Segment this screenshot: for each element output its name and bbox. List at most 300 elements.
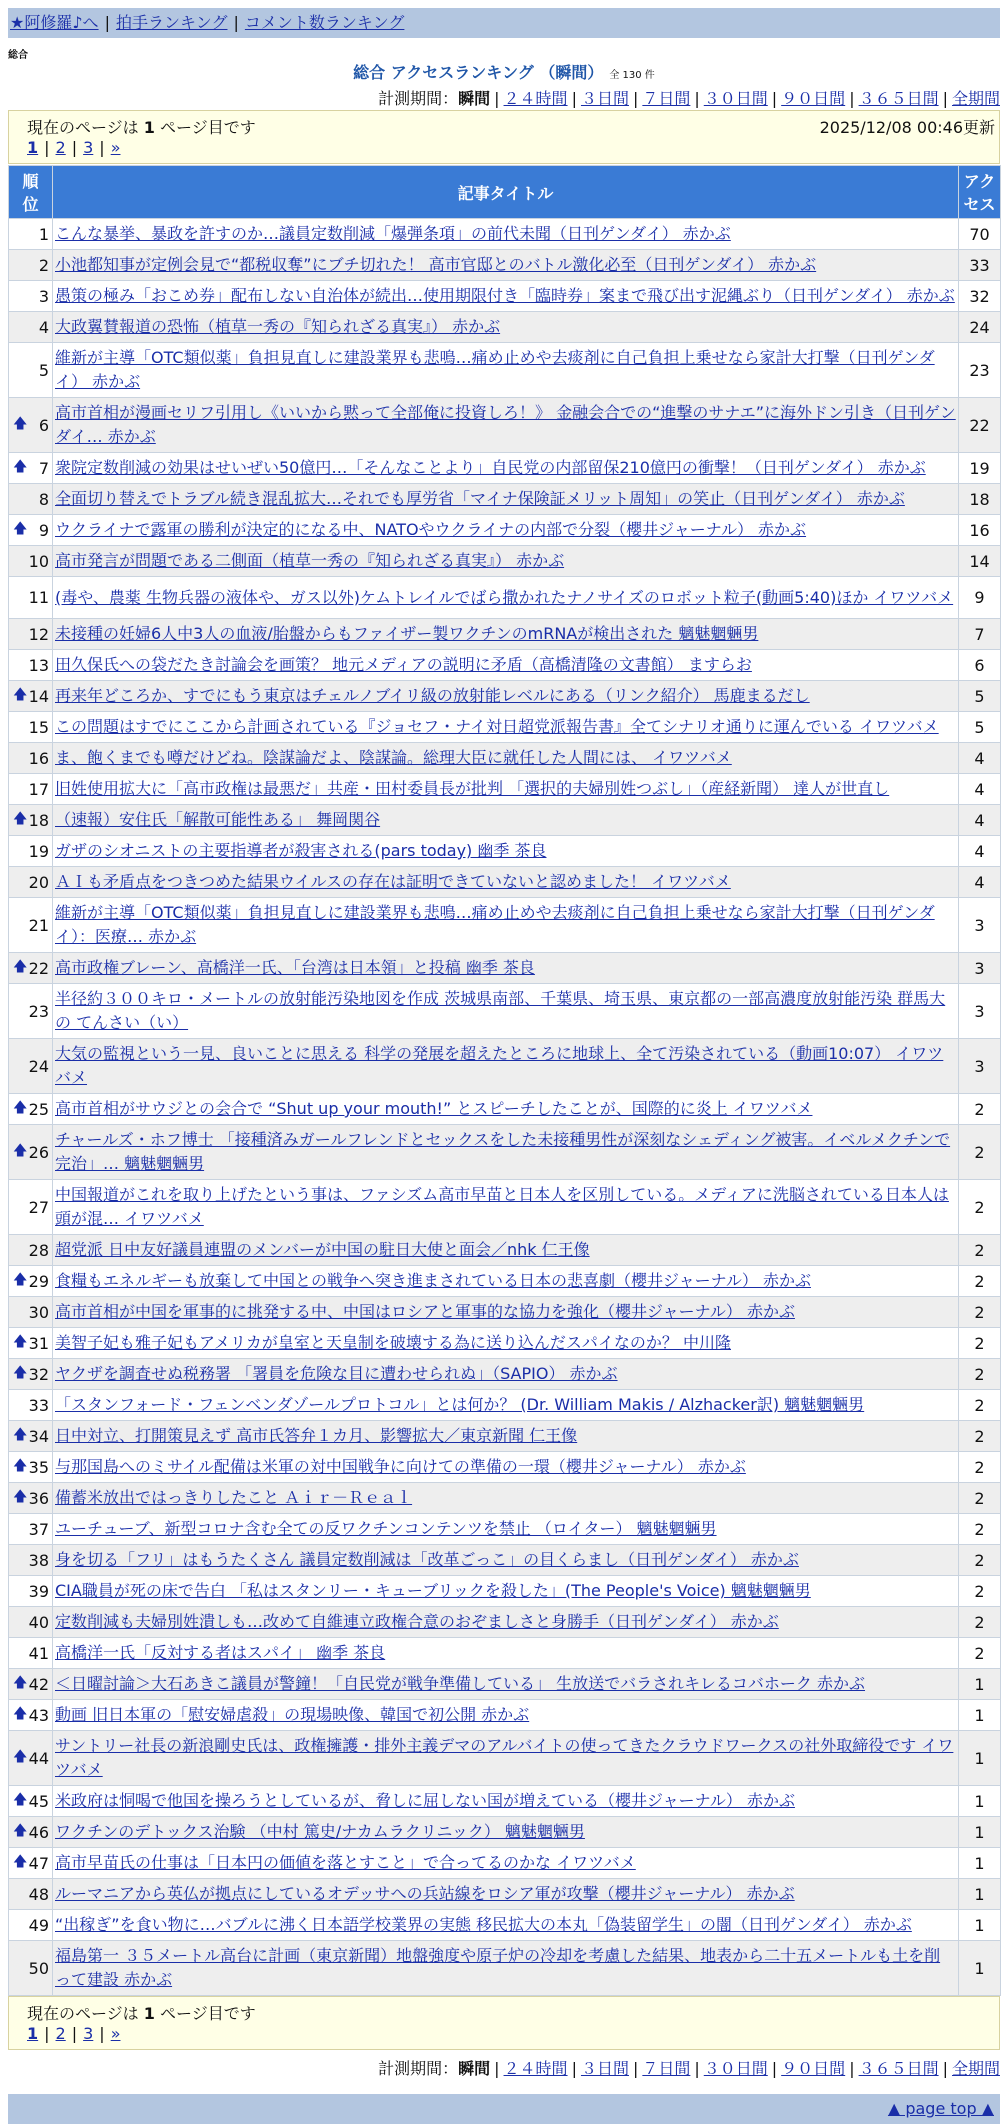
pager-link-0[interactable]: 1 bbox=[27, 2024, 39, 2043]
access-count: 1 bbox=[959, 1669, 1001, 1700]
title-cell bbox=[53, 1576, 959, 1607]
period-link-4[interactable]: ９０日間 bbox=[781, 89, 846, 108]
rank-cell bbox=[9, 1180, 53, 1235]
rank-number: 30 bbox=[28, 1302, 49, 1322]
article-link[interactable]: ま、飽くまでも噂だけどね。陰謀論だよ、陰謀論。総理大臣に就任した人間には、 イワツバメ bbox=[55, 748, 732, 767]
rank-number: 8 bbox=[38, 489, 49, 509]
table-row bbox=[9, 1094, 1001, 1125]
title-cell bbox=[53, 1941, 959, 1996]
access-count: 3 bbox=[959, 984, 1001, 1039]
article-link[interactable]: 超党派 日中友好議員連盟のメンバーが中国の駐日大使と面会／nhk 仁王像 bbox=[55, 1240, 590, 1259]
rank-cell bbox=[9, 1941, 53, 1996]
article-link[interactable]: 高市首相が漫画セリフ引用し《いいから黙って全部俺に投資しろ！》 金融会合での“進撃のサナエ”に海外ドン引き（日刊ゲンダイ… 赤かぶ bbox=[55, 403, 956, 446]
access-count: 1 bbox=[959, 1731, 1001, 1786]
ranking-table bbox=[8, 165, 1001, 1996]
rank-cell bbox=[9, 681, 53, 712]
article-link[interactable]: 動画 旧日本軍の「慰安婦虐殺」の現場映像、韓国で初公開 赤かぶ bbox=[55, 1705, 530, 1724]
title-cell bbox=[53, 712, 959, 743]
page-info-bottom bbox=[8, 1996, 1000, 2050]
title-cell bbox=[53, 1700, 959, 1731]
access-count: 5 bbox=[959, 712, 1001, 743]
access-count: 2 bbox=[959, 1359, 1001, 1390]
rank-cell bbox=[9, 1297, 53, 1328]
rank-cell bbox=[9, 1039, 53, 1094]
table-row bbox=[9, 398, 1001, 453]
rank-number: 2 bbox=[38, 255, 49, 275]
rank-number: 38 bbox=[28, 1550, 49, 1570]
rank-cell bbox=[9, 1786, 53, 1817]
article-link[interactable]: 中国報道がこれを取り上げたという事は、ファシズム高市早苗と日本人を区別している。メディアに洗脳されている日本人は頭が混… イワツバメ bbox=[55, 1185, 949, 1228]
rank-number: 48 bbox=[28, 1884, 49, 1904]
table-row bbox=[9, 1421, 1001, 1452]
rank-number: 49 bbox=[28, 1915, 49, 1935]
article-link[interactable]: 維新が主導「OTC類似薬」負担見直しに建設業界も悲鳴…痛め止めや去痰剤に自己負担上乗せなら家計大打撃（日刊ゲンダイ） 赤かぶ bbox=[55, 348, 935, 391]
article-link[interactable]: 高橋洋一氏「反対する者はスパイ」 幽季 茶良 bbox=[55, 1643, 386, 1662]
pager-separator: | bbox=[44, 2024, 50, 2043]
table-row bbox=[9, 453, 1001, 484]
pager-separator: | bbox=[71, 2024, 78, 2043]
period-separator: | bbox=[849, 2059, 855, 2078]
period-separator: | bbox=[771, 89, 778, 108]
rank-cell bbox=[9, 1328, 53, 1359]
table-row bbox=[9, 1879, 1001, 1910]
rank-cell bbox=[9, 1421, 53, 1452]
rank-cell bbox=[9, 1452, 53, 1483]
access-count: 2 bbox=[959, 1514, 1001, 1545]
table-row bbox=[9, 577, 1001, 619]
access-count: 4 bbox=[959, 743, 1001, 774]
rank-cell bbox=[9, 1266, 53, 1297]
article-link[interactable]: 日中対立、打開策見えず 高市氏答弁１カ月、影響拡大／東京新聞 仁王像 bbox=[55, 1426, 578, 1445]
table-row bbox=[9, 1786, 1001, 1817]
title-cell bbox=[53, 953, 959, 984]
article-link[interactable]: 福島第一 ３５メートル高台に計画（東京新聞）地盤強度や原子炉の冷却を考慮した結果、地表から二十五メートルも土を削って建設 赤かぶ bbox=[55, 1946, 941, 1989]
comment-ranking-link[interactable]: コメント数ランキング bbox=[244, 13, 405, 32]
access-count: 2 bbox=[959, 1607, 1001, 1638]
period-link-2[interactable]: ７日間 bbox=[642, 2059, 691, 2078]
rank-number: 22 bbox=[28, 958, 49, 978]
pager-link-2[interactable]: 3 bbox=[83, 2024, 94, 2043]
article-link[interactable]: （速報）安住氏「解散可能性ある」 舞岡関谷 bbox=[55, 810, 381, 829]
rank-number: 5 bbox=[38, 360, 49, 380]
article-link[interactable]: 大気の監視という一見、良いことに思える 科学の発展を超えたところに地球上、全て汚染されている（動画10:07） イワツバメ bbox=[55, 1044, 944, 1087]
article-link[interactable]: こんな暴挙、暴政を許すのか…議員定数削減「爆弾条項」の前代未聞（日刊ゲンダイ） 赤かぶ bbox=[55, 224, 731, 243]
article-link[interactable]: 大政翼賛報道の恐怖（植草一秀の『知られざる真実』） 赤かぶ bbox=[55, 317, 501, 336]
article-link[interactable]: 高市首相が中国を軍事的に挑発する中、中国はロシアと軍事的な協力を強化（櫻井ジャーナル） 赤かぶ bbox=[55, 1302, 795, 1321]
period-separator: | bbox=[571, 2059, 577, 2078]
period-link-3[interactable]: ３０日間 bbox=[703, 89, 768, 108]
access-count: 2 bbox=[959, 1576, 1001, 1607]
title-cell bbox=[53, 867, 959, 898]
article-link[interactable]: 愚策の極み「おこめ券」配布しない自治体が続出…使用期限付き「臨時券」案まで飛び出す泥縄ぶり（日刊ゲンダイ） 赤かぶ bbox=[55, 286, 955, 305]
rank-cell bbox=[9, 1669, 53, 1700]
table-row bbox=[9, 867, 1001, 898]
period-link-0[interactable]: ２４時間 bbox=[503, 2059, 568, 2078]
table-row bbox=[9, 712, 1001, 743]
pager-link-1[interactable]: 2 bbox=[55, 2024, 66, 2043]
access-count: 24 bbox=[959, 312, 1001, 343]
updated-time: 2025/12/08 00:46更新 bbox=[819, 118, 995, 137]
period-link-4[interactable]: ９０日間 bbox=[781, 2059, 846, 2078]
article-link[interactable]: 再来年どころか、すでにもう東京はチェルノブイリ級の放射能レベルにある（リンク紹介） 馬鹿まるだし bbox=[55, 686, 810, 705]
article-link[interactable]: 与那国島へのミサイル配備は米軍の対中国戦争に向けての準備の一環（櫻井ジャーナル） 赤かぶ bbox=[55, 1457, 746, 1476]
rank-number: 20 bbox=[28, 872, 49, 892]
rank-number: 17 bbox=[28, 779, 49, 799]
period-link-3[interactable]: ３０日間 bbox=[703, 2059, 768, 2078]
title-cell bbox=[53, 515, 959, 546]
pager-link-1[interactable]: 2 bbox=[55, 138, 66, 157]
article-link[interactable]: ユーチューブ、新型コロナ含む全ての反ワクチンコンテンツを禁止 （ロイター） 魑魅魍魎男 bbox=[55, 1519, 717, 1538]
pager-link-2[interactable]: 3 bbox=[83, 138, 94, 157]
rank-number: 50 bbox=[28, 1958, 49, 1978]
access-count: 4 bbox=[959, 836, 1001, 867]
rank-number: 1 bbox=[38, 224, 49, 244]
article-link[interactable]: 身を切る「フリ」はもうたくさん 議員定数削減は「改革ごっこ」の目くらまし（日刊ゲンダイ） 赤かぶ bbox=[55, 1550, 799, 1569]
up-arrow-icon: 🡅 bbox=[13, 1823, 28, 1839]
up-arrow-icon: 🡅 bbox=[13, 1272, 28, 1288]
period-separator: | bbox=[494, 89, 500, 108]
access-count: 33 bbox=[959, 250, 1001, 281]
pager-top bbox=[27, 138, 120, 157]
rank-number: 33 bbox=[28, 1395, 49, 1415]
header-rank: 順 位 bbox=[9, 166, 53, 219]
rank-cell bbox=[9, 743, 53, 774]
up-arrow-icon: 🡅 bbox=[13, 1143, 28, 1159]
rank-cell bbox=[9, 577, 53, 619]
rank-cell bbox=[9, 1483, 53, 1514]
table-row bbox=[9, 898, 1001, 953]
article-link[interactable]: ガザのシオニストの主要指導者が殺害される(pars today) 幽季 茶良 bbox=[55, 841, 547, 860]
up-arrow-icon: 🡅 bbox=[13, 687, 28, 703]
table-row bbox=[9, 1359, 1001, 1390]
rank-number: 3 bbox=[38, 286, 49, 306]
up-arrow-icon: 🡅 bbox=[13, 1854, 28, 1870]
pager-separator: | bbox=[44, 138, 50, 157]
period-separator: | bbox=[694, 89, 700, 108]
table-row bbox=[9, 1390, 1001, 1421]
title-cell bbox=[53, 281, 959, 312]
rank-number: 40 bbox=[28, 1612, 49, 1632]
title-cell bbox=[53, 1638, 959, 1669]
table-row bbox=[9, 984, 1001, 1039]
access-count: 2 bbox=[959, 1390, 1001, 1421]
title-cell bbox=[53, 1879, 959, 1910]
pager-separator: | bbox=[99, 2024, 105, 2043]
title-cell bbox=[53, 1545, 959, 1576]
title-cell bbox=[53, 1848, 959, 1879]
title-cell bbox=[53, 250, 959, 281]
rank-number: 16 bbox=[28, 748, 49, 768]
article-link[interactable]: チャールズ・ホフ博士 「接種済みガールフレンドとセックスをした未接種男性が深刻なシェディング被害。イベルメクチンで完治」… 魑魅魍魎男 bbox=[55, 1130, 951, 1173]
period-link-2[interactable]: ７日間 bbox=[642, 89, 691, 108]
article-link[interactable]: (毒や、農薬 生物兵器の液体や、ガス以外)ケムトレイルでばら撒かれたナノサイズのロボット粒子(動画5:40)ほか イワツバメ bbox=[55, 587, 954, 607]
rank-number: 6 bbox=[38, 415, 49, 435]
rank-cell bbox=[9, 312, 53, 343]
access-count: 6 bbox=[959, 650, 1001, 681]
article-link[interactable]: 定数削減も夫婦別姓潰しも…改めて自維連立政権合意のおぞましさと身勝手（日刊ゲンダイ） 赤かぶ bbox=[55, 1612, 779, 1631]
access-count: 22 bbox=[959, 398, 1001, 453]
period-link-6[interactable]: 全期間 bbox=[951, 2059, 1000, 2078]
period-separator: | bbox=[694, 2059, 700, 2078]
title-cell bbox=[53, 1421, 959, 1452]
access-count: 9 bbox=[959, 577, 1001, 619]
top-nav-bar bbox=[8, 8, 1000, 38]
pager-link-0[interactable]: 1 bbox=[27, 138, 39, 157]
title-cell bbox=[53, 1607, 959, 1638]
title-cell bbox=[53, 805, 959, 836]
article-link[interactable]: 備蓄米放出ではっきりしたこと Ａｉｒ－Ｒｅａｌ bbox=[55, 1488, 413, 1507]
title-cell bbox=[53, 398, 959, 453]
up-arrow-icon: 🡅 bbox=[13, 1489, 28, 1505]
article-link[interactable]: 美智子妃も雅子妃もアメリカが皇室と天皇制を破壊する為に送り込んだスパイなのか？ 中川隆 bbox=[55, 1333, 731, 1352]
article-link[interactable]: サントリー社長の新浪剛史氏は、政権擁護・排外主義デマのアルバイトの使ってきたクラウドワークスの社外取締役です イワツバメ bbox=[55, 1736, 954, 1779]
period-current: 瞬間 bbox=[458, 2059, 491, 2078]
page-info-top bbox=[8, 110, 1000, 164]
rank-cell bbox=[9, 250, 53, 281]
article-link[interactable]: 高市政権ブレーン、高橋洋一氏、「台湾は日本領」と投稿 幽季 茶良 bbox=[55, 958, 535, 977]
ranking-body bbox=[9, 219, 1001, 1996]
page-title bbox=[8, 60, 1000, 83]
article-link[interactable]: ワクチンのデトックス治験 （中村 篤史/ナカムラクリニック） 魑魅魍魎男 bbox=[55, 1822, 585, 1841]
rank-number: 28 bbox=[28, 1240, 49, 1260]
table-row bbox=[9, 1180, 1001, 1235]
pager-link-3[interactable]: » bbox=[110, 138, 121, 157]
table-row bbox=[9, 1452, 1001, 1483]
access-count: 2 bbox=[959, 1328, 1001, 1359]
rank-number: 31 bbox=[28, 1333, 49, 1353]
rank-number: 9 bbox=[38, 520, 49, 540]
access-count: 1 bbox=[959, 1910, 1001, 1941]
title-cell bbox=[53, 453, 959, 484]
access-count: 19 bbox=[959, 453, 1001, 484]
article-link[interactable]: ＜日曜討論＞大石あきこ議員が警鐘！「自民党が戦争準備している」 生放送でバラされキレるコバホーク 赤かぶ bbox=[55, 1674, 866, 1693]
title-cell bbox=[53, 1094, 959, 1125]
access-count: 3 bbox=[959, 953, 1001, 984]
period-selector-bottom bbox=[378, 2056, 1000, 2079]
rank-cell bbox=[9, 1359, 53, 1390]
title-cell bbox=[53, 1180, 959, 1235]
rank-cell bbox=[9, 953, 53, 984]
article-link[interactable]: この問題はすでにここから計画されている『ジョセフ・ナイ対日超党派報告書』全てシナリオ通りに運んでいる イワツバメ bbox=[55, 717, 939, 736]
up-arrow-icon: 🡅 bbox=[13, 1749, 28, 1765]
rank-cell bbox=[9, 1910, 53, 1941]
header-title: 記事タイトル bbox=[53, 166, 959, 219]
table-row bbox=[9, 1297, 1001, 1328]
table-row bbox=[9, 1039, 1001, 1094]
title-cell bbox=[53, 1297, 959, 1328]
title-cell bbox=[53, 984, 959, 1039]
table-row bbox=[9, 1607, 1001, 1638]
current-page-text: 現在のページは 1 ページ目です bbox=[27, 2004, 256, 2023]
article-link[interactable]: ウクライナで露軍の勝利が決定的になる中、NATOやウクライナの内部で分裂（櫻井ジャーナル） 赤かぶ bbox=[55, 520, 807, 539]
table-row bbox=[9, 681, 1001, 712]
article-link[interactable]: ＡＩも矛盾点をつきつめた結果ウイルスの存在は証明できていないと認めました！ イワツバメ bbox=[55, 872, 731, 891]
table-row bbox=[9, 1731, 1001, 1786]
period-link-5[interactable]: ３６５日間 bbox=[858, 89, 939, 108]
access-count: 4 bbox=[959, 805, 1001, 836]
period-current: 瞬間 bbox=[458, 89, 491, 108]
rank-cell bbox=[9, 619, 53, 650]
rank-number: 14 bbox=[28, 686, 49, 706]
table-row bbox=[9, 953, 1001, 984]
table-row bbox=[9, 1817, 1001, 1848]
access-count: 18 bbox=[959, 484, 1001, 515]
up-arrow-icon: 🡅 bbox=[13, 521, 28, 537]
title-cell bbox=[53, 836, 959, 867]
rank-cell bbox=[9, 1235, 53, 1266]
title-cell bbox=[53, 1235, 959, 1266]
rank-cell bbox=[9, 546, 53, 577]
title-cell bbox=[53, 743, 959, 774]
title-cell bbox=[53, 1390, 959, 1421]
pager-separator: | bbox=[71, 138, 78, 157]
table-row bbox=[9, 250, 1001, 281]
period-link-1[interactable]: ３日間 bbox=[580, 2059, 629, 2078]
table-row bbox=[9, 836, 1001, 867]
article-link[interactable]: 小池都知事が定例会見で“都税収奪”にブチ切れた！ 高市官邸とのバトル激化必至（日刊ゲンダイ） 赤かぶ bbox=[55, 255, 817, 274]
access-count: 1 bbox=[959, 1879, 1001, 1910]
title-cell bbox=[53, 650, 959, 681]
rank-cell bbox=[9, 281, 53, 312]
title-cell bbox=[53, 1669, 959, 1700]
article-link[interactable]: ヤクザを調査せぬ税務署 「署員を危険な目に遭わせられぬ」（SAPIO） 赤かぶ bbox=[55, 1364, 618, 1383]
access-count: 14 bbox=[959, 546, 1001, 577]
title-cell bbox=[53, 546, 959, 577]
access-count: 23 bbox=[959, 343, 1001, 398]
total-count: 全 130 件 bbox=[609, 70, 655, 81]
title-cell bbox=[53, 219, 959, 250]
article-link[interactable]: 高市発言が問題である二側面（植草一秀の『知られざる真実』） 赤かぶ bbox=[55, 551, 565, 570]
rank-number: 45 bbox=[28, 1791, 49, 1811]
rank-number: 39 bbox=[28, 1581, 49, 1601]
article-link[interactable]: 田久保氏への袋だたき討論会を画策？ 地元メディアの説明に矛盾（高橋清隆の文書館） ますらお bbox=[55, 655, 752, 674]
title-cell bbox=[53, 577, 959, 619]
clap-ranking-link[interactable]: 拍手ランキング bbox=[115, 13, 228, 32]
page-top-link[interactable]: ▲ page top ▲ bbox=[887, 2099, 994, 2118]
rank-number: 21 bbox=[28, 915, 49, 935]
title-cell bbox=[53, 1039, 959, 1094]
up-arrow-icon: 🡅 bbox=[13, 1706, 28, 1722]
article-link[interactable]: 半径約３００キロ・メートルの放射能汚染地図を作成 茨城県南部、千葉県、埼玉県、東京都の一部高濃度放射能汚染 群馬大の てんさい（い） bbox=[55, 989, 946, 1032]
access-count: 2 bbox=[959, 1094, 1001, 1125]
access-count: 3 bbox=[959, 898, 1001, 953]
title-cell bbox=[53, 1514, 959, 1545]
table-row bbox=[9, 805, 1001, 836]
access-count: 1 bbox=[959, 1817, 1001, 1848]
article-link[interactable]: 未接種の妊婦6人中3人の血液/胎盤からもファイザー製ワクチンのmRNAが検出された 魑魅魍魎男 bbox=[55, 624, 759, 643]
table-row bbox=[9, 546, 1001, 577]
pager-separator: | bbox=[99, 138, 105, 157]
up-arrow-icon: 🡅 bbox=[13, 1334, 28, 1350]
pager-bottom bbox=[27, 2024, 120, 2043]
rank-cell bbox=[9, 1390, 53, 1421]
access-count: 2 bbox=[959, 1452, 1001, 1483]
rank-cell bbox=[9, 1545, 53, 1576]
article-link[interactable]: 「スタンフォード・フェンベンダゾールプロトコル」とは何か？ (Dr. William Makis / Alzhacker訳) 魑魅魍魎男 bbox=[55, 1395, 865, 1414]
up-arrow-icon: 🡅 bbox=[13, 1792, 28, 1808]
article-link[interactable]: 高市首相がサウジとの会合で “Shut up your mouth!” とスピーチしたことが、国際的に炎上 イワツバメ bbox=[55, 1099, 813, 1118]
article-link[interactable]: 米政府は恫喝で他国を操ろうとしているが、脅しに屈しない国が増えている（櫻井ジャーナル） 赤かぶ bbox=[55, 1791, 795, 1810]
rank-number: 23 bbox=[28, 1001, 49, 1021]
access-count: 1 bbox=[959, 1700, 1001, 1731]
period-link-1[interactable]: ３日間 bbox=[580, 89, 629, 108]
title-cell bbox=[53, 1328, 959, 1359]
rank-number: 15 bbox=[28, 717, 49, 737]
access-count: 2 bbox=[959, 1266, 1001, 1297]
access-count: 2 bbox=[959, 1483, 1001, 1514]
table-row bbox=[9, 1483, 1001, 1514]
rank-number: 25 bbox=[28, 1099, 49, 1119]
rank-number: 32 bbox=[28, 1364, 49, 1384]
rank-cell bbox=[9, 1638, 53, 1669]
table-row bbox=[9, 1125, 1001, 1180]
header-access: アク セス bbox=[959, 166, 1001, 219]
table-row bbox=[9, 281, 1001, 312]
rank-number: 35 bbox=[28, 1457, 49, 1477]
article-link[interactable]: 維新が主導「OTC類似薬」負担見直しに建設業界も悲鳴…痛め止めや去痰剤に自己負担上乗せなら家計大打撃（日刊ゲンダイ）：医療… 赤かぶ bbox=[55, 903, 935, 946]
rank-number: 12 bbox=[28, 624, 49, 644]
rank-number: 41 bbox=[28, 1643, 49, 1663]
rank-cell bbox=[9, 1848, 53, 1879]
article-link[interactable]: 高市早苗氏の仕事は「日本円の価値を落とすこと」で合ってるのかな イワツバメ bbox=[55, 1853, 636, 1872]
rank-cell bbox=[9, 650, 53, 681]
title-cell bbox=[53, 343, 959, 398]
table-row bbox=[9, 219, 1001, 250]
article-link[interactable]: CIA職員が死の床で告白 「私はスタンリー・キューブリックを殺した」(The People's Voice) 魑魅魍魎男 bbox=[55, 1581, 811, 1600]
article-link[interactable]: “出稼ぎ”を食い物に…バブルに沸く日本語学校業界の実態 移民拡大の本丸「偽装留学生」の闇（日刊ゲンダイ） 赤かぶ bbox=[55, 1915, 912, 1934]
title-cell bbox=[53, 312, 959, 343]
pager-link-3[interactable]: » bbox=[110, 2024, 121, 2043]
rank-number: 42 bbox=[28, 1674, 49, 1694]
rank-cell bbox=[9, 774, 53, 805]
rank-cell bbox=[9, 219, 53, 250]
access-count: 1 bbox=[959, 1848, 1001, 1879]
rank-number: 10 bbox=[28, 551, 49, 571]
rank-number: 29 bbox=[28, 1271, 49, 1291]
current-page-text: 現在のページは 1 ページ目です bbox=[27, 118, 256, 137]
period-link-5[interactable]: ３６５日間 bbox=[858, 2059, 939, 2078]
period-separator: | bbox=[771, 2059, 778, 2078]
title-cell bbox=[53, 1452, 959, 1483]
table-row bbox=[9, 1910, 1001, 1941]
article-link[interactable]: ルーマニアから英仏が拠点にしているオデッサへの兵站線をロシア軍が攻撃（櫻井ジャーナル） 赤かぶ bbox=[55, 1884, 795, 1903]
period-separator: | bbox=[942, 89, 948, 108]
title-cell bbox=[53, 1483, 959, 1514]
article-link[interactable]: 衆院定数削減の効果はせいぜい50億円…「そんなことより」自民党の内部留保210億円の衝撃！（日刊ゲンダイ） 赤かぶ bbox=[55, 458, 926, 477]
table-row bbox=[9, 515, 1001, 546]
period-link-0[interactable]: ２４時間 bbox=[503, 89, 568, 108]
article-link[interactable]: 旧姓使用拡大に「高市政権は最悪だ」共産・田村委員長が批判 「選択的夫婦別姓つぶし」（産経新聞） 達人が世直し bbox=[55, 779, 890, 798]
up-arrow-icon: 🡅 bbox=[13, 459, 28, 475]
period-link-6[interactable]: 全期間 bbox=[951, 89, 1000, 108]
period-separator: | bbox=[632, 2059, 639, 2078]
article-link[interactable]: 食糧もエネルギーも放棄して中国との戦争へ突き進まされている日本の悲喜劇（櫻井ジャーナル） 赤かぶ bbox=[55, 1271, 811, 1290]
period-separator: | bbox=[942, 2059, 948, 2078]
rank-cell bbox=[9, 398, 53, 453]
rank-number: 44 bbox=[28, 1748, 49, 1768]
access-count: 70 bbox=[959, 219, 1001, 250]
rank-cell bbox=[9, 898, 53, 953]
access-count: 1 bbox=[959, 1786, 1001, 1817]
rank-cell bbox=[9, 712, 53, 743]
table-row bbox=[9, 1576, 1001, 1607]
title-cell bbox=[53, 1817, 959, 1848]
title-cell bbox=[53, 1910, 959, 1941]
period-separator: | bbox=[632, 89, 639, 108]
table-row bbox=[9, 1700, 1001, 1731]
home-link[interactable]: ★阿修羅♪へ bbox=[10, 13, 99, 32]
article-link[interactable]: 全面切り替えでトラブル続き混乱拡大…それでも厚労省「マイナ保険証メリット周知」の笑止（日刊ゲンダイ） 赤かぶ bbox=[55, 489, 905, 508]
